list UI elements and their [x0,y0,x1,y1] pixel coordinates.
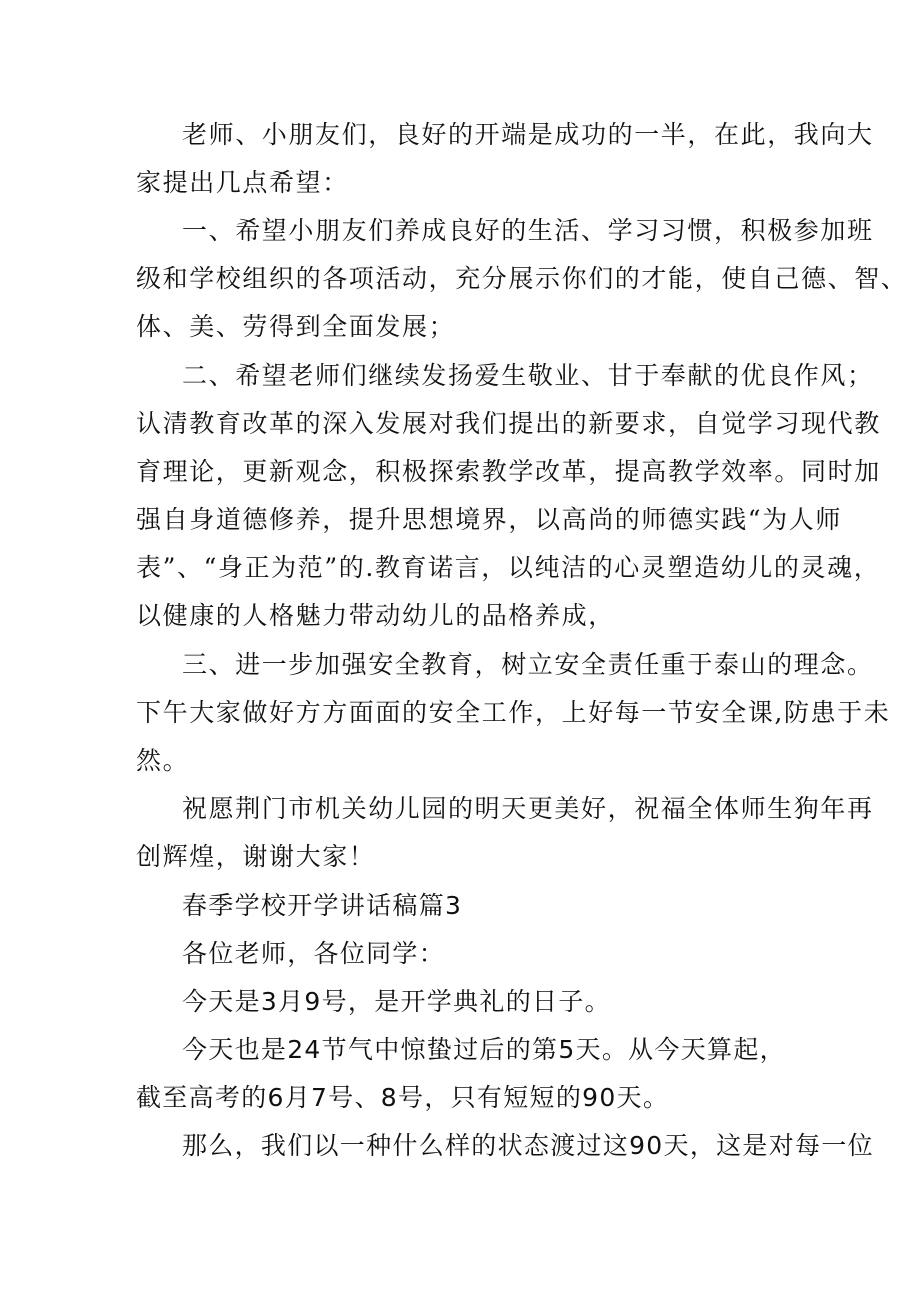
paragraph-5-line-2: 创辉煌，谢谢大家！ [136,842,376,871]
paragraph-3-line-2: 认清教育改革的深入发展对我们提出的新要求，自觉学习现代教 [136,409,881,438]
greeting-line: 各位老师，各位同学： [182,939,446,968]
paragraph-7-line-2: 截至高考的6月7号、8号，只有短短的90天。 [136,1083,670,1112]
paragraph-2-line-1: 一、希望小朋友们养成良好的生活、学习习惯，积极参加班 [182,216,874,245]
paragraph-3-line-3: 育理论，更新观念，积极探索教学改革，提高教学效率。同时加 [136,457,881,486]
paragraph-4-line-1: 三、进一步加强安全教育，树立安全责任重于泰山的理念。 [182,650,874,679]
paragraph-3-line-1: 二、希望老师们继续发扬爱生敬业、甘于奉献的优良作风； [182,361,874,390]
paragraph-3-line-5: 表”、“身正为范”的.教育诺言，以纯洁的心灵塑造幼儿的灵魂， [136,553,881,582]
paragraph-7-line-1: 今天也是24节气中惊蛰过后的第5天。从今天算起， [182,1035,786,1064]
paragraph-2-line-2: 级和学校组织的各项活动，充分展示你们的才能，使自己德、智、 [136,264,908,293]
paragraph-4-line-2: 下午大家做好方方面面的安全工作，上好每一节安全课,防患于未 [136,698,891,727]
paragraph-3-line-4: 强自身道德修养，提升思想境界，以高尚的师德实践“为人师 [136,505,842,534]
paragraph-8-line-1: 那么，我们以一种什么样的状态渡过这90天，这是对每一位 [182,1131,874,1160]
paragraph-4-line-3: 然。 [136,746,190,775]
paragraph-3-line-6: 以健康的人格魅力带动幼儿的品格养成， [136,601,615,630]
section-title: 春季学校开学讲话稿篇3 [182,891,463,920]
paragraph-1-line-2: 家提出几点希望： [136,168,349,197]
paragraph-5-line-1: 祝愿荆门市机关幼儿园的明天更美好，祝福全体师生狗年再 [182,794,874,823]
paragraph-2-line-3: 体、美、劳得到全面发展； [136,312,456,341]
paragraph-1-line-1: 老师、小朋友们，良好的开端是成功的一半，在此，我向大 [182,120,874,149]
paragraph-6-line-1: 今天是3月9号，是开学典礼的日子。 [182,987,611,1016]
